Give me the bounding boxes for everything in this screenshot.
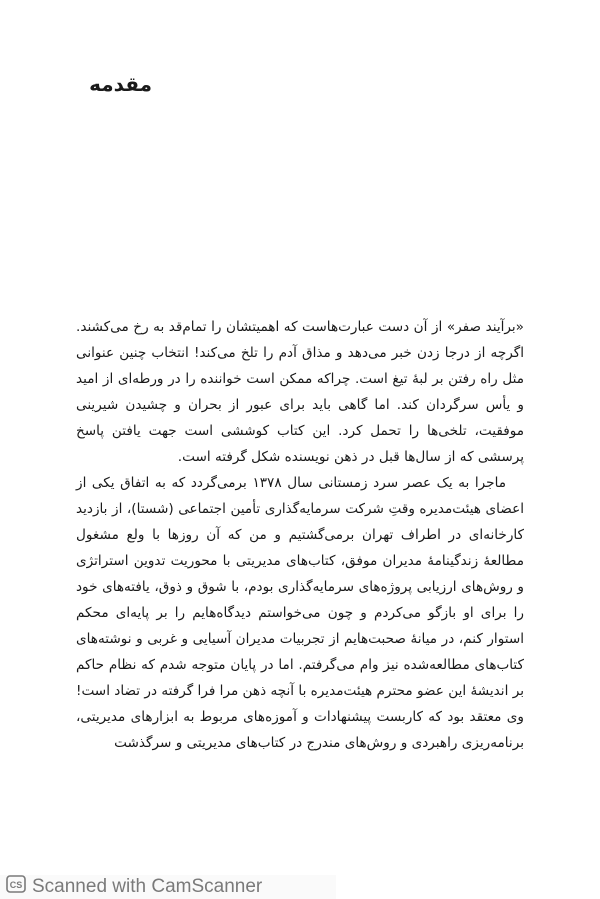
paragraph-1: «برآیند صفر» از آن دست عبارت‌هاست که اهمیتشان را تمام‌قد به رخ می‌کشند. اگرچه از درجا زدن خبر می‌دهد و مذاق آدم را تلخ می‌کند! انتخاب چنین عنوانی مثل راه رفتن بر لبهٔ تیغ است. چراکه ممکن است خواننده را در ورطه‌ای از امید و یأس سرگردان کند. اما گاهی باید برای عبور از بحران و چشیدن شیرینی موفقیت، تلخی‌ها را تحمل کرد. این کتاب کوششی است جهت یافتن پاسخ پرسشی که از سال‌ها قبل در ذهن نویسنده شکل گرفته است. [76,319,524,465]
chapter-title: مقدمه [89,72,152,96]
body-text [76,314,524,756]
svg-text:CS: CS [9,880,23,890]
watermark-text: Scanned with CamScanner [32,876,263,897]
scanner-watermark [0,875,336,899]
paragraph-2: ماجرا به یک عصر سرد زمستانی سال ۱۳۷۸ برمی‌گردد که به اتفاق یکی از اعضای هیئت‌مدیره وقتِ شرکت سرمایه‌گذاری تأمین اجتماعی (شستا)، از بازدید کارخانه‌ای در اطراف تهران برمی‌گشتیم و من که آن روزها با ولع مشغول مطالعهٔ زندگینامهٔ مدیران موفق، کتاب‌های مدیریتی با محوریت تدوین استراتژی و روش‌های ارزیابی پروژه‌های سرمایه‌گذاری بودم، با شوق و ذوق، یافته‌های خود را برای او بازگو می‌کردم و چون می‌خواستم دیدگاه‌هایم را بر پایه‌ای محکم استوار کنم، در میانهٔ صحبت‌هایم از تجربیات مدیران آسیایی و غربی و نوشته‌های کتاب‌های مطالعه‌شده نیز وام می‌گرفتم. اما در پایان متوجه شدم که نظام حاکم بر اندیشهٔ این عضو محترم هیئت‌مدیره با آنچه ذهن مرا فرا گرفته در تضاد است! وی معتقد بود که کاربست پیشنهادات و آموزه‌های مربوط به ابزارهای مدیریتی، برنامه‌ریزی راهبردی و روش‌های مندرج در کتاب‌های مدیریتی و سرگذشت [76,475,524,751]
camscanner-logo-icon [6,875,26,899]
